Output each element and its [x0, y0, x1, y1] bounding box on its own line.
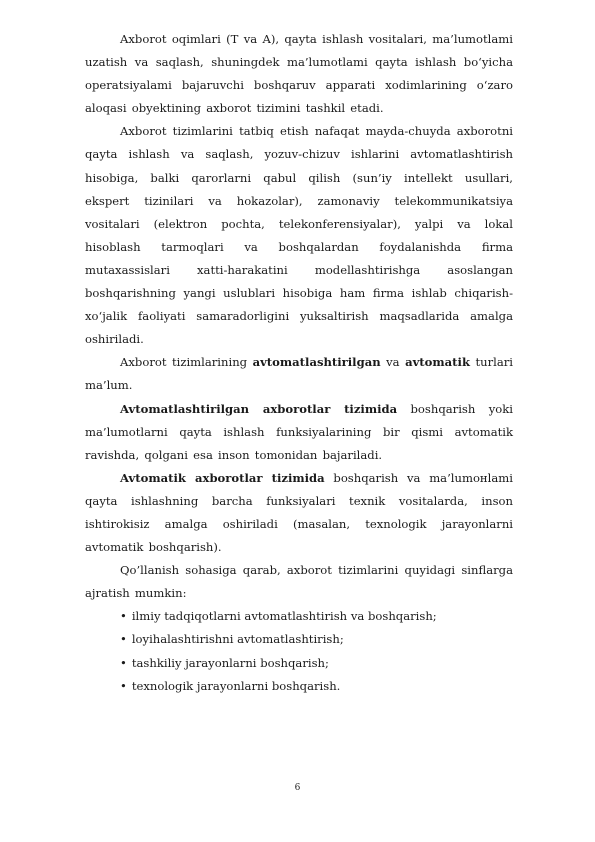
list-item-text: tashkiliy jarayonlarni boshqarish;	[131, 655, 329, 670]
bullet-icon: •	[120, 632, 127, 647]
list-item	[85, 652, 513, 675]
paragraph-information-system-implementation: Axborot tizimlarini tatbiq etish nafaqat mayda-chuyda axborotni qayta ishlash va saqlash, yozuv-chizuv ishlarini avtomatlashtirish hisobiga, balki qarorlarni qabul qilish (sun’iy intellekt usullari, ekspert tizinilari va hokazolar), zamonaviy telekommunikatsiya vositalari (elektron pochta, telekonferensiyalar), yalpi va lokal hisoblash tarmoqlari va boshqalardan foydalanishda firma mutaxassislari xatti-harakatini modellashtirishga asoslangan boshqarishning yangi uslublari hisobiga ham firma ishlab chiqarish-xo‘jalik faoliyati samaradorligini yuksaltirish maqsadlarida amalga oshiriladi.	[85, 124, 513, 347]
automated-system-definition: boshqarish yoki ma’lumotlarni qayta ishlash funksiyalarining bir qismi avtomatik ravishda, qolgani esa inson tomonidan bajariladi.	[85, 401, 513, 462]
bullet-icon: •	[120, 655, 127, 670]
list-item-text: texnologik jarayonlarni boshqarish.	[131, 678, 341, 693]
paragraph-classification-intro: Qo’llanish sohasiga qarab, axborot tizimlarini quyidagi sinflarga ajratish mumkin:	[85, 563, 513, 601]
page-number: 6	[294, 783, 301, 793]
term-automated: avtomatlashtirilgan	[252, 355, 381, 370]
system-types-intro: Axborot tizimlarining	[120, 355, 253, 370]
paragraph-automated-system	[85, 398, 513, 467]
list-item-text: ilmiy tadqiqotlarni avtomatlashtirish va boshqarish;	[131, 609, 437, 624]
system-types-conjunction: va	[380, 355, 406, 370]
list-item	[85, 605, 513, 628]
automatic-system-definition: boshqarish va ma’lumoнlami qayta ishlashning barcha funksiyalari texnik vositalarda, inson ishtirokisiz amalga oshiriladi (masalan, texnologik jarayonlarni avtomatik boshqarish).	[85, 470, 513, 555]
term-automatic: avtomatik	[405, 355, 470, 370]
document-page	[85, 28, 513, 698]
list-item	[85, 628, 513, 651]
term-automated-system: Avtomatlashtirilgan axborotlar tizimida	[120, 401, 398, 416]
paragraph-information-system-definition: Axborot oqimlari (T va A), qayta ishlash vositalari, ma’lumotlami uzatish va saqlash, shuningdek ma’lumotlami qayta ishlash bo‘yicha operatsiyalami bajaruvchi boshqaruv apparati xodimlarining o‘zaro aloqasi obyektining axborot tizimini tashkil etadi.	[85, 32, 513, 116]
list-item	[85, 675, 513, 698]
system-types-ending: turlari ma’lum.	[85, 355, 513, 393]
classification-list	[85, 605, 513, 697]
paragraph-automatic-system	[85, 467, 513, 559]
term-automatic-system: Avtomatik axborotlar tizimida	[120, 470, 325, 485]
paragraph-system-types	[85, 351, 513, 397]
list-item-text: loyihalashtirishni avtomatlashtirish;	[131, 632, 344, 647]
bullet-icon: •	[120, 678, 127, 693]
bullet-icon: •	[120, 609, 127, 624]
